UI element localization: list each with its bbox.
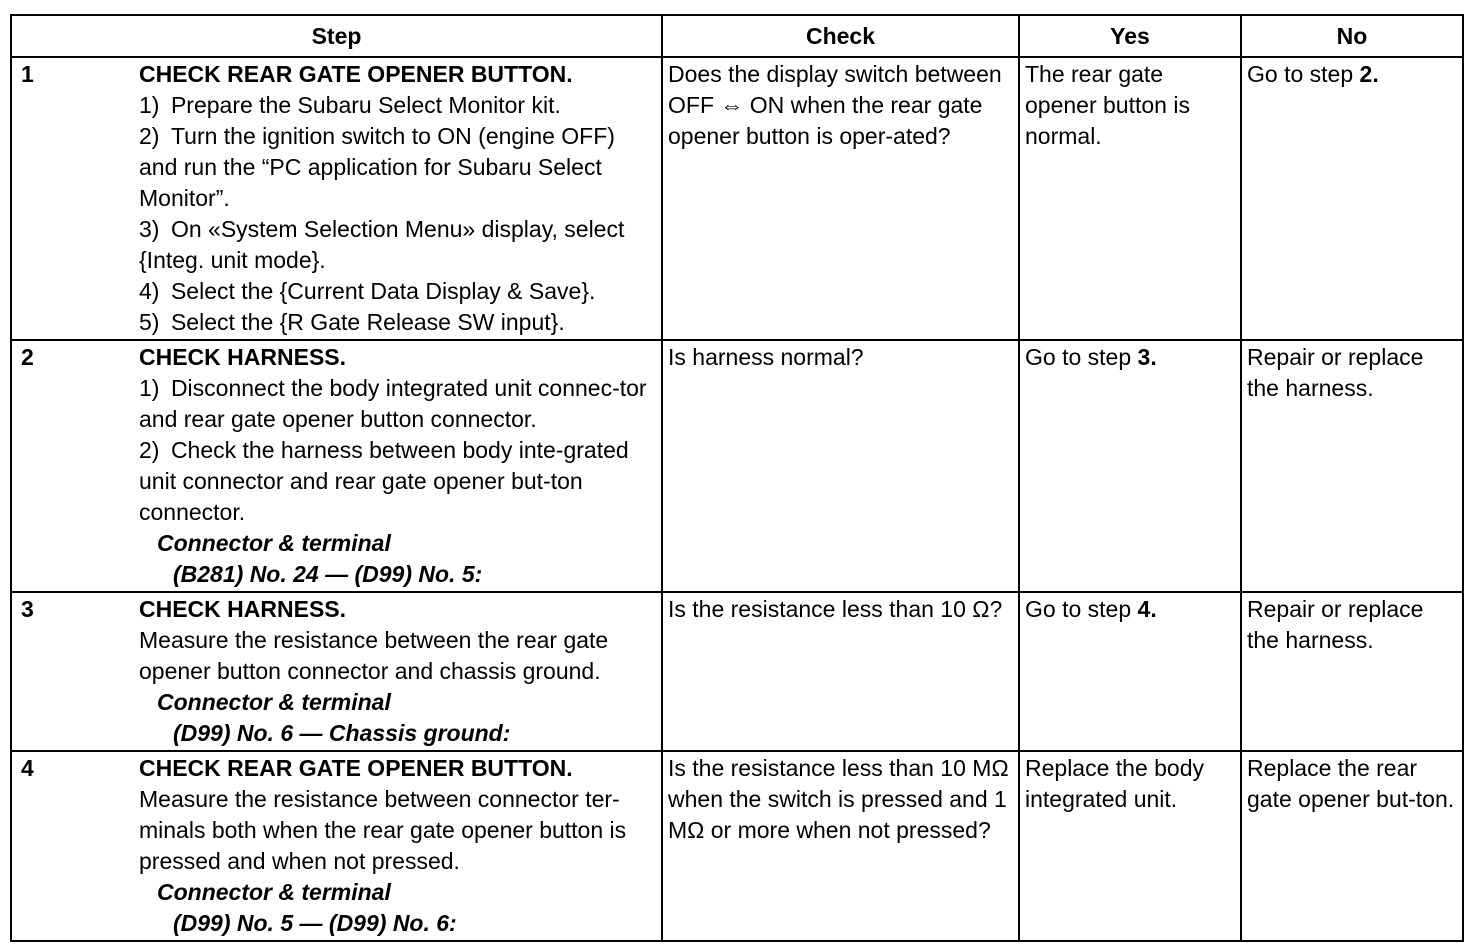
connector-value: (D99) No. 6 — Chassis ground: [173,720,511,746]
step-instruction: 1) Disconnect the body integrated unit connec-tor and rear gate opener button connector. [139,375,647,432]
step-instruction: 5) Select the {R Gate Release SW input}. [139,309,565,335]
yes-cell [1019,340,1241,592]
step-number: 4 [21,755,34,781]
yes-cell: The rear gate opener button is normal. [1019,57,1241,340]
table-row-step-1 [11,57,1463,340]
step-instruction: 2) Check the harness between body inte-grated unit connector and rear gate opener but-ton connector. [139,437,629,525]
step-title: CHECK HARNESS. [139,344,347,370]
no-cell [1241,57,1463,340]
step-content [139,753,656,939]
table-row-step-4 [11,751,1463,941]
check-cell: Does the display switch between OFF ⇔ ON when the rear gate opener button is oper-ated? [662,57,1019,340]
connector-label: Connector & terminal [157,879,391,905]
yes-step-ref: 3 [1137,344,1151,370]
step-cell [11,592,662,751]
yes-cell [1019,592,1241,751]
yes-step-suffix: . [1150,596,1157,622]
step-instruction: 1) Prepare the Subaru Select Monitor kit. [139,92,561,118]
no-cell: Repair or replace the harness. [1241,592,1463,751]
header-row [11,15,1463,57]
step-title: CHECK HARNESS. [139,596,347,622]
step-instruction: 3) On «System Selection Menu» display, select {Integ. unit mode}. [139,216,625,273]
check-cell: Is the resistance less than 10 Ω? [662,592,1019,751]
table-row-step-2 [11,340,1463,592]
no-step-suffix: . [1372,61,1379,87]
step-instruction: Measure the resistance between connector ter-minals both when the rear gate opener button is pressed and when not pressed. [139,786,627,874]
step-title: CHECK REAR GATE OPENER BUTTON. [139,61,573,87]
step-number: 1 [21,61,34,87]
header-yes: Yes [1019,15,1241,57]
step-number: 3 [21,596,34,622]
header-check: Check [662,15,1019,57]
diagnostic-table [10,14,1464,942]
step-content [139,342,656,590]
step-cell [11,751,662,941]
header-step: Step [11,15,662,57]
yes-step-suffix: . [1150,344,1157,370]
step-instruction: Measure the resistance between the rear gate opener button connector and chassis ground. [139,627,609,684]
check-cell: Is the resistance less than 10 MΩ when the switch is pressed and 1 MΩ or more when not pressed? [662,751,1019,941]
yes-text: Go to step [1025,596,1138,622]
yes-step-ref: 4 [1137,596,1151,622]
yes-text: Go to step [1025,344,1138,370]
yes-cell: Replace the body integrated unit. [1019,751,1241,941]
no-step-ref: 2 [1359,61,1373,87]
step-content [139,59,656,338]
step-content [139,594,656,749]
step-cell [11,57,662,340]
step-instruction: 4) Select the {Current Data Display & Save}. [139,278,596,304]
step-title: CHECK REAR GATE OPENER BUTTON. [139,755,573,781]
connector-value: (D99) No. 5 — (D99) No. 6: [173,910,457,936]
header-no: No [1241,15,1463,57]
connector-label: Connector & terminal [157,530,391,556]
step-number: 2 [21,344,34,370]
no-text: Go to step [1247,61,1360,87]
step-instruction: 2) Turn the ignition switch to ON (engine OFF) and run the “PC application for Subaru Select Monitor”. [139,123,615,211]
no-cell: Replace the rear gate opener but-ton. [1241,751,1463,941]
check-cell: Is harness normal? [662,340,1019,592]
no-cell: Repair or replace the harness. [1241,340,1463,592]
connector-label: Connector & terminal [157,689,391,715]
step-cell [11,340,662,592]
connector-value: (B281) No. 24 — (D99) No. 5: [173,561,483,587]
table-row-step-3 [11,592,1463,751]
